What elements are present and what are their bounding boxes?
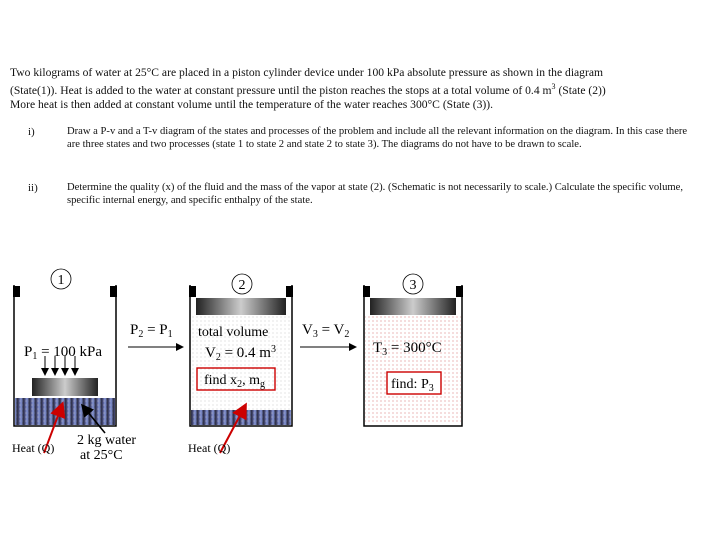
water-1 <box>15 398 115 425</box>
process-2-3-label: $V_3 = V_2$ <box>302 322 350 340</box>
piston-1 <box>32 378 98 396</box>
question-2-text: Determine the quality (x) of the fluid and the mass of the vapor at state (2). (Schematic is not necessarily to scale.) Calculate the specific volume, specific internal energy, and specific enthalpy of the state. <box>67 182 683 206</box>
p1-label: $P_1 = 100$ kPa <box>24 344 103 362</box>
question-1-number: i) <box>28 126 35 138</box>
find-p3-label: find: $P_3$ <box>391 377 434 394</box>
stop-left-1 <box>13 286 20 297</box>
question-2-number: ii) <box>28 182 38 194</box>
piston-3 <box>370 298 456 315</box>
stop-left-3 <box>363 286 370 297</box>
total-volume-label: total volume <box>198 325 269 340</box>
superheated-vapor-3 <box>365 316 461 424</box>
v2-label: $V_2 = 0.4$ $m^3$ <box>205 344 276 363</box>
state-1-label: 1 <box>57 273 65 288</box>
stop-right-2 <box>286 286 293 297</box>
heat-2-label: Heat (Q) <box>188 441 231 455</box>
intro-line-2: (State(1)). Heat is added to the water at constant pressure until the piston reaches the stops at a total volume of 0.4 $m^3$ (State (2)) <box>10 82 606 97</box>
t3-label: $T_3 = 300^\circ C$ <box>373 340 442 358</box>
water-label-line-2: at 25°C <box>80 448 123 463</box>
state-3-label: 3 <box>409 278 417 293</box>
state-2-label: 2 <box>238 278 246 293</box>
process-1-2-label: $P_2 = P_1$ <box>130 322 173 340</box>
water-label-line-1: 2 kg water <box>77 433 137 448</box>
intro-line-1: Two kilograms of water at 25°C are placed in a piston cylinder device under 100 kPa absolute pressure as shown in the diagram <box>10 66 604 79</box>
stop-right-1 <box>110 286 117 297</box>
heat-1-label: Heat (Q) <box>12 441 55 455</box>
piston-2 <box>196 298 286 315</box>
intro-line-3: More heat is then added at constant volume until the temperature of the water reaches 300°C (State (3)). <box>10 97 494 111</box>
find-x2-label: find $x_2$, $m_g$ <box>204 373 265 390</box>
question-1-text: Draw a P-v and a T-v diagram of the states and processes of the problem and include all the relevant information on the diagram. In this case there are three states and two processes (state 1 to state 2 and state 2 to state 3). The diagrams do not have to be drawn to scale. <box>67 126 688 150</box>
stop-left-2 <box>189 286 196 297</box>
stop-right-3 <box>456 286 463 297</box>
